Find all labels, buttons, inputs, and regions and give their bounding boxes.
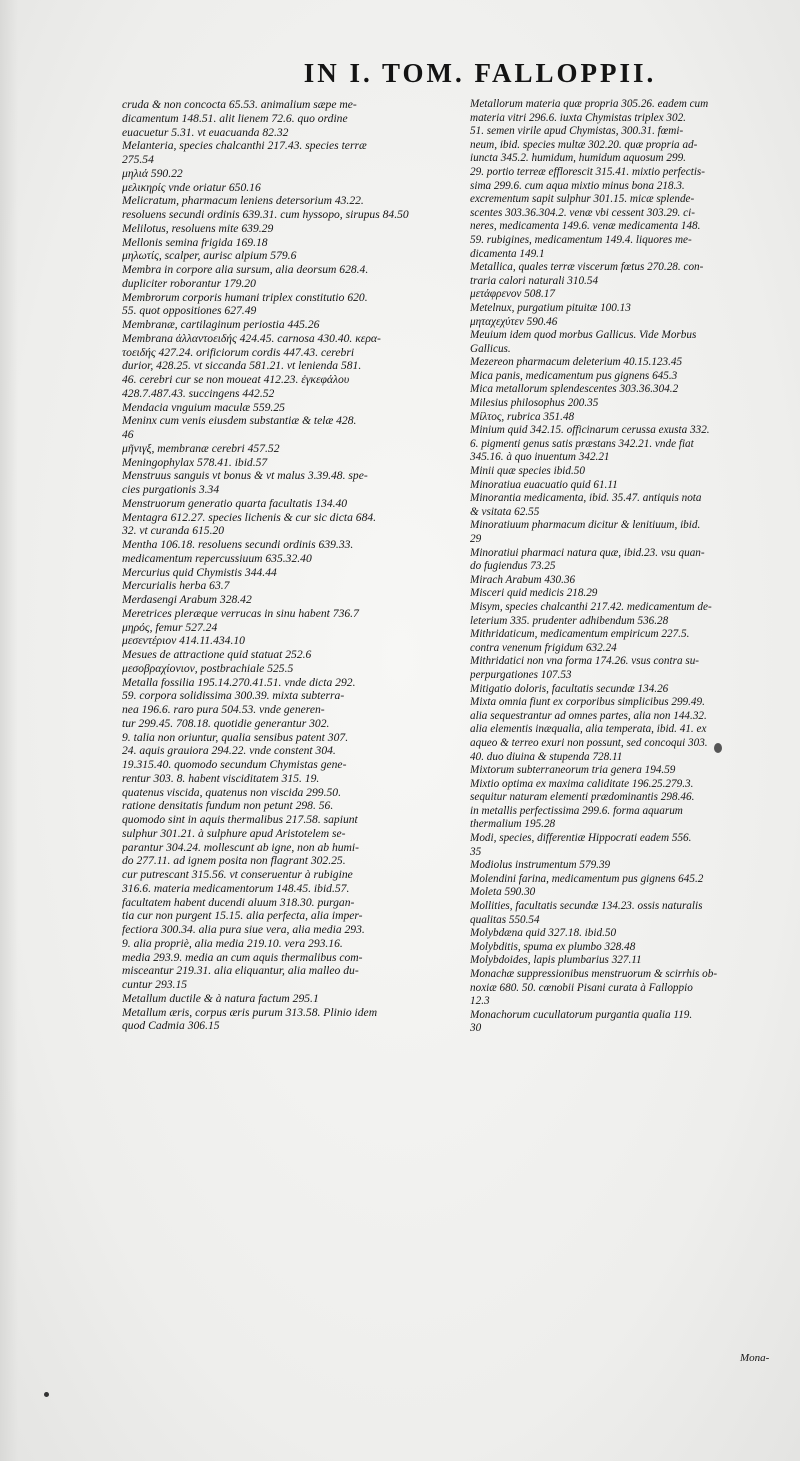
index-line: 316.6. materia medicamentorum 148.45. ibid.57. [122, 881, 350, 895]
index-line: alia sequestrantur ad omnes partes, alia non 144.32. [470, 709, 707, 722]
index-line: Monachæ suppressionibus menstruorum & scirrhis ob- [470, 968, 718, 980]
index-line: μηταχεχύτεν 590.46 [470, 315, 558, 328]
index-line: μεσοβραχίονιον, postbrachiale 525.5 [122, 661, 294, 675]
index-line: Molendini farina, medicamentum pus gignens 645.2 [470, 872, 704, 885]
index-line: quod Cadmia 306.15 [122, 1019, 220, 1033]
left-index-column [122, 98, 452, 1033]
index-line: quatenus viscida, quatenus non viscida 299.50. [122, 785, 341, 799]
ink-dot [44, 1392, 49, 1397]
index-line: Milesius philosophus 200.35 [470, 397, 599, 410]
index-line: μεσεντέριον 414.11.434.10 [122, 634, 245, 648]
index-line: Mixtio optima ex maxima caliditate 196.25.279.3. [470, 777, 694, 790]
index-line: 275.54 [122, 153, 154, 166]
index-line: Modiolus instrumentum 579.39 [470, 859, 611, 872]
index-line: Mercurius quid Chymistis 344.44 [122, 565, 277, 579]
index-line: μῆνιγξ, membranæ cerebri 457.52 [122, 441, 280, 455]
index-line: Mentagra 612.27. species lichenis & cur sic dicta 684. [122, 510, 377, 524]
index-line: Gallicus. [470, 342, 511, 355]
index-line: facultatem habent ducendi aluum 318.30. purgan- [122, 895, 355, 909]
index-line: Membranæ, cartilaginum periostia 445.26 [122, 318, 320, 331]
index-line: Minium quid 342.15. officinarum cerussa exusta 332. [470, 424, 710, 437]
index-line: Meuium idem quod morbus Gallicus. Vide Morbus [470, 329, 697, 342]
index-line: traria calori naturali 310.54 [470, 274, 599, 287]
index-line: 9. talia non oriuntur, qualia sensibus patent 307. [122, 730, 349, 744]
ink-blot [714, 743, 722, 753]
index-line: Mentha 106.18. resoluens secundi ordinis 639.33. [122, 538, 354, 551]
index-line: Mendacia vnguium maculæ 559.25 [122, 400, 285, 414]
index-line: fectiora 300.34. alia pura siue vera, alia media 293. [122, 923, 365, 936]
index-line: Mollities, facultatis secundæ 134.23. ossis naturalis [470, 900, 703, 913]
index-line: 55. quot oppositiones 627.49 [122, 304, 257, 318]
index-line: sima 299.6. cum aqua mixtio minus bona 218.3. [470, 179, 685, 192]
index-line: Mirach Arabum 430.36 [470, 573, 576, 586]
index-line: scentes 303.36.304.2. venæ vbi cessent 303.29. ci- [470, 206, 695, 219]
index-line: Misceri quid medicis 218.29 [470, 587, 598, 600]
index-line: tur 299.45. 708.18. quotidie generantur 302. [122, 716, 330, 730]
index-line: Melanteria, species chalcanthi 217.43. species terræ [122, 139, 367, 153]
index-line: tia cur non purgent 15.15. alia perfecta, alia imper- [122, 909, 363, 923]
index-line: Minorantia medicamenta, ibid. 35.47. antiquis nota [470, 492, 702, 505]
index-line: 12.3 [470, 995, 490, 1008]
index-line: 46. cerebri cur se non moueat 412.23. ἐγκεφάλου [122, 373, 350, 386]
index-line: cuntur 293.15 [122, 978, 188, 991]
index-line: Melicratum, pharmacum leniens detersorium 43.22. [122, 194, 364, 208]
index-line: 345.16. à quo inuentum 342.21 [470, 451, 610, 464]
index-line: Minoratiua euacuatio quid 61.11 [470, 478, 618, 491]
index-line: euacuetur 5.31. vt euacuanda 82.32 [122, 125, 289, 139]
index-line: Molybdoides, lapis plumbarius 327.11 [470, 954, 642, 967]
index-line: do 277.11. ad ignem posita non flagrant 302.25. [122, 854, 346, 868]
index-line: leterium 335. prudenter adhibendum 536.28 [470, 614, 669, 627]
index-line: sequitur naturam elementi prædominantis 298.46. [470, 791, 695, 804]
index-line: 59. corpora solidissima 300.39. mixta subterra- [122, 689, 345, 703]
index-line: Molybditis, spuma ex plumbo 328.48 [470, 940, 636, 953]
index-line: Monachorum cucullatorum purgantia qualia 119. [470, 1008, 693, 1021]
index-line: 9. alia propriè, alia media 219.10. vera 293.16. [122, 936, 343, 950]
index-line: Mercurialis herba 63.7 [122, 579, 230, 593]
index-line: μηλωτίς, scalper, aurisc alpium 579.6 [122, 249, 297, 263]
index-line: parantur 304.24. mollescunt ab igne, non ab humi- [122, 840, 360, 854]
index-line: perpurgationes 107.53 [470, 668, 572, 681]
index-line: Mesues de attractione quid statuat 252.6 [122, 648, 312, 661]
index-line: Meretrices pleræque verrucas in sinu habent 736.7 [122, 606, 359, 620]
right-index-column [470, 98, 786, 1036]
index-line: Meningophylax 578.41. ibid.57 [122, 455, 268, 469]
index-line: 30 [470, 1022, 482, 1035]
index-line: excrementum sapit sulphur 301.15. micæ splende- [470, 193, 695, 206]
index-line: iuncta 345.2. humidum, humidum aquosum 299. [470, 152, 686, 165]
index-line: ratione densitatis fundum non petunt 298. 56. [122, 799, 334, 813]
index-line: Menstruorum generatio quarta facultatis 134.40 [122, 496, 348, 510]
index-line: 35 [470, 845, 482, 858]
index-line: μηλιά 590.22 [122, 166, 183, 180]
index-line: noxiæ 680. 50. cœnobii Pisani curata à Falloppio [470, 981, 693, 994]
index-line: dicamentum 148.51. alit lienem 72.6. quo ordine [122, 111, 348, 125]
index-line: 51. semen virile apud Chymistas, 300.31. fœmi- [470, 125, 684, 138]
index-line: do fugiendus 73.25 [470, 560, 556, 573]
index-line: Metallum ductile & à natura factum 295.1 [122, 991, 319, 1005]
index-line: & vsitata 62.55 [470, 505, 540, 518]
index-line: Melilotus, resoluens mite 639.29 [122, 221, 274, 235]
index-line: neres, medicamenta 149.6. venæ medicamenta 148. [470, 220, 701, 233]
index-line: Mixtorum subterraneorum tria genera 194.59 [470, 764, 676, 777]
index-line: media 293.9. media an cum aquis thermalibus com- [122, 950, 363, 964]
index-line: nea 196.6. raro pura 504.53. vnde generen- [122, 703, 325, 716]
page-gutter-shadow [0, 0, 18, 1461]
index-line: μηρός, femur 527.24 [122, 620, 218, 634]
index-line: Mellonis semina frigida 169.18 [122, 235, 268, 249]
index-line: Merdasengi Arabum 328.42 [122, 593, 252, 606]
index-line: 59. rubigines, medicamentum 149.4. liquores me- [470, 233, 692, 246]
index-line: 428.7.487.43. succingens 442.52 [122, 386, 275, 400]
index-line: dupliciter roborantur 179.20 [122, 276, 256, 290]
index-line: Mithridatici non vna forma 174.26. vsus contra su- [470, 655, 700, 668]
index-line: τοειδής 427.24. orificiorum cordis 447.43. cerebri [122, 345, 355, 359]
index-line: aqueo & terreo exuri non possunt, sed concoqui 303. [470, 736, 708, 749]
index-line: qualitas 550.54 [470, 913, 540, 926]
index-line: Metelnux, purgatium pituitæ 100.13 [470, 301, 631, 314]
index-line: μετάφρενον 508.17 [470, 288, 555, 301]
index-line: quomodo sint in aquis thermalibus 217.58. sapiunt [122, 813, 358, 826]
index-line: Membrorum corporis humani triplex constitutio 620. [122, 290, 368, 304]
index-line: Minoratiui pharmaci natura quæ, ibid.23. vsu quan- [470, 546, 705, 559]
index-line: Meninx cum venis eiusdem substantiæ & telæ 428. [122, 414, 357, 428]
index-line: Metalla fossilia 195.14.270.41.51. vnde dicta 292. [122, 675, 356, 689]
index-line: 40. duo diuina & stupenda 728.11 [470, 750, 623, 763]
index-line: 32. vt curanda 615.20 [122, 524, 225, 538]
index-line: Mica panis, medicamentum pus gignens 645.3 [470, 369, 678, 382]
index-line: cruda & non concocta 65.53. animalium sæpe me- [122, 98, 357, 111]
index-line: sulphur 301.21. à sulphure apud Aristotelem se- [122, 826, 346, 840]
index-line: Μίλτος, rubrica 351.48 [470, 410, 575, 423]
running-header: IN I. TOM. FALLOPPII. [303, 58, 657, 88]
index-line: Membra in corpore alia sursum, alia deorsum 628.4. [122, 263, 369, 276]
index-line: contra venenum frigidum 632.24 [470, 641, 617, 654]
catchword: Mona- [740, 1352, 770, 1364]
index-line: Modi, species, differentiæ Hippocrati eadem 556. [470, 832, 692, 845]
index-line: materia vitri 296.6. iuxta Chymistas triplex 302. [470, 111, 686, 124]
index-line: Moleta 590.30 [470, 886, 536, 899]
index-line: μελικηρίς vnde oriatur 650.16 [122, 180, 261, 194]
index-line: Misym, species chalcanthi 217.42. medicamentum de- [470, 600, 712, 613]
index-line: cur putrescant 315.56. vt conseruentur à rubigine [122, 868, 353, 881]
index-line: 46 [122, 428, 134, 441]
index-line: misceantur 219.31. alia eliquantur, alia malleo du- [122, 964, 359, 978]
index-line: alia elementis inæqualia, alia temperata, ibid. 41. ex [470, 723, 707, 736]
index-line: Molybdæna quid 327.18. ibid.50 [470, 927, 617, 940]
index-line: 29. portio terreæ efflorescit 315.41. mixtio perfectis- [470, 165, 706, 178]
index-line: Mitigatio doloris, facultatis secundæ 134.26 [470, 682, 669, 695]
index-line: 24. aquis grauiora 294.22. vnde constent 304. [122, 744, 336, 758]
index-line: thermalium 195.28 [470, 818, 556, 831]
index-line: Menstruus sanguis vt bonus & vt malus 3.39.48. spe- [122, 469, 368, 483]
index-line: Mica metallorum splendescentes 303.36.304.2 [470, 383, 679, 396]
index-line: neum, ibid. species multæ 302.20. quæ propria ad- [470, 138, 698, 151]
index-line: Mezereon pharmacum deleterium 40.15.123.45 [470, 356, 683, 369]
index-line: Mixta omnia fiunt ex corporibus simplicibus 299.49. [470, 696, 705, 709]
index-line: resoluens secundi ordinis 639.31. cum hyssopo, sirupus 84.50 [122, 208, 409, 221]
index-line: in metallis perfectissima 299.6. forma aquarum [470, 804, 683, 817]
index-line: 19.315.40. quomodo secundum Chymistas gene- [122, 758, 347, 771]
index-line: Metallum æris, corpus æris purum 313.58. Plinio idem [122, 1005, 378, 1019]
index-line: medicamentum repercussiuum 635.32.40 [122, 551, 312, 565]
index-line: Metallica, quales terræ viscerum fœtus 270.28. con- [470, 261, 704, 274]
index-line: cies purgationis 3.34 [122, 483, 220, 496]
index-line: 29 [470, 533, 482, 545]
index-line: dicamenta 149.1 [470, 247, 545, 260]
index-line: Minoratiuum pharmacum dicitur & lenitiuum, ibid. [470, 519, 701, 532]
index-line: Metallorum materia quæ propria 305.26. eadem cum [470, 98, 709, 110]
index-line: Minii quæ species ibid.50 [470, 465, 585, 478]
index-line: durior, 428.25. vt siccanda 581.21. vt lenienda 581. [122, 359, 362, 373]
index-line: Mithridaticum, medicamentum empiricum 227.5. [470, 628, 690, 641]
index-line: 6. pigmenti genus satis præstans 342.21. vnde fiat [470, 437, 694, 450]
index-line: rentur 303. 8. habent visciditatem 315. 19. [122, 771, 320, 785]
index-line: Membrana ἀλλαντοειδής 424.45. carnosa 430.40. κερα- [122, 331, 381, 345]
